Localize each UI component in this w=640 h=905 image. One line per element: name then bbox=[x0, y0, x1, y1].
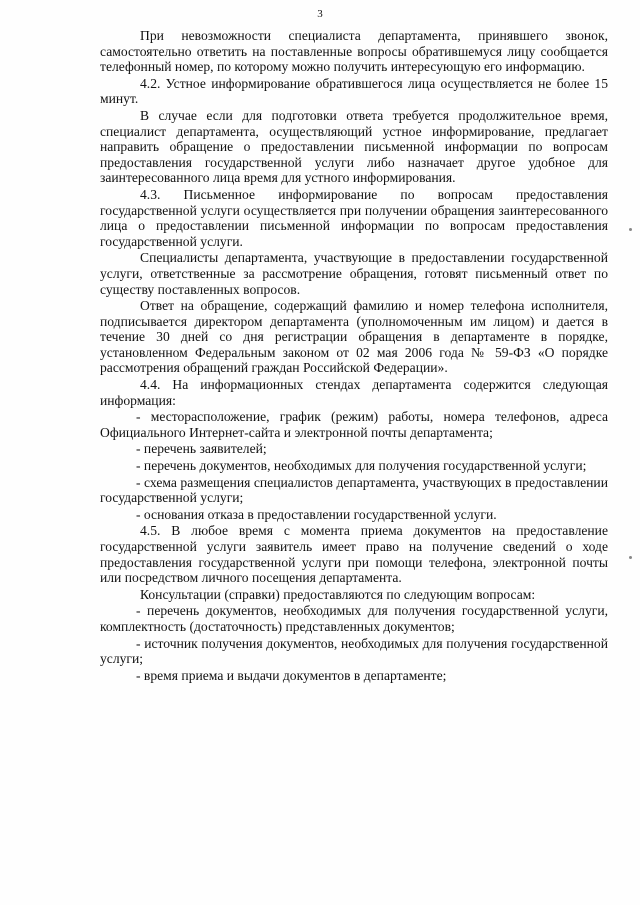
paragraph: 4.5. В любое время с момента приема документов на предоставление государственной услуги заявитель имеет право на получение сведений о ходе предоставления государственной услуги при помощи телефона, электронной почты или посредством личного посещения департамента. bbox=[100, 523, 608, 586]
list-item: - схема размещения специалистов департамента, участвующих в предоставлении государственной услуги; bbox=[100, 474, 608, 506]
scan-speck bbox=[629, 556, 632, 559]
list-item: - время приема и выдачи документов в департаменте; bbox=[136, 667, 447, 683]
list-item: - перечень документов, необходимых для получения государственной услуги; bbox=[136, 458, 587, 474]
paragraph: Консультации (справки) предоставляются по следующим вопросам: bbox=[140, 586, 536, 602]
list-item: - месторасположение, график (режим) работы, номера телефонов, адреса Официального Интернет-сайта и электронной почты департамента; bbox=[100, 409, 608, 440]
paragraph: Ответ на обращение, содержащий фамилию и номер телефона исполнителя, подписывается директором департамента (уполномоченным им лицом) и дается в течение 30 дней со дня регистрации обращения в департаменте в порядке, установленном Федеральным законом от 02 мая 2006 года № 59-ФЗ «О порядке рассмотрения обращений граждан Российской Федерации». bbox=[100, 298, 608, 376]
list-item: - перечень документов, необходимых для получения государственной услуги, комплектность (достаточность) представленных документов; bbox=[100, 603, 608, 634]
paragraph: 4.2. Устное информирование обратившегося лица осуществляется не более 15 минут. bbox=[100, 75, 608, 107]
page-number: 3 bbox=[317, 8, 323, 20]
paragraph: 4.4. На информационных стендах департамента содержится следующая информация: bbox=[100, 377, 608, 408]
list-item: - основания отказа в предоставлении государственной услуги. bbox=[136, 506, 497, 522]
list-item: - перечень заявителей; bbox=[136, 441, 267, 457]
scan-speck bbox=[629, 228, 632, 231]
paragraph: При невозможности специалиста департамента, принявшего звонок, самостоятельно ответить на поставленные вопросы обратившемуся лицу сообщается телефонный номер, по которому можно получить интересующую его информацию. bbox=[100, 28, 608, 75]
list-item: - источник получения документов, необходимых для получения государственной услуги; bbox=[100, 635, 608, 667]
paragraph: 4.3. Письменное информирование по вопросам предоставления государственной услуги осуществляется при получении обращения заинтересованного лица о предоставлении письменной информации по вопросам предоставления государственной услуги. bbox=[100, 186, 608, 249]
paragraph: В случае если для подготовки ответа требуется продолжительное время, специалист департамента, осуществляющий устное информирование, предлагает направить обращение о предоставлении письменной информации по вопросам предоставления государственной услуги либо назначает другое удобное для заинтересованного лица время для устного информирования. bbox=[100, 107, 608, 186]
document-body bbox=[100, 28, 608, 684]
paragraph: Специалисты департамента, участвующие в предоставлении государственной услуги, ответственные за рассмотрение обращения, готовят письменный ответ по существу поставленных вопросов. bbox=[100, 250, 608, 297]
